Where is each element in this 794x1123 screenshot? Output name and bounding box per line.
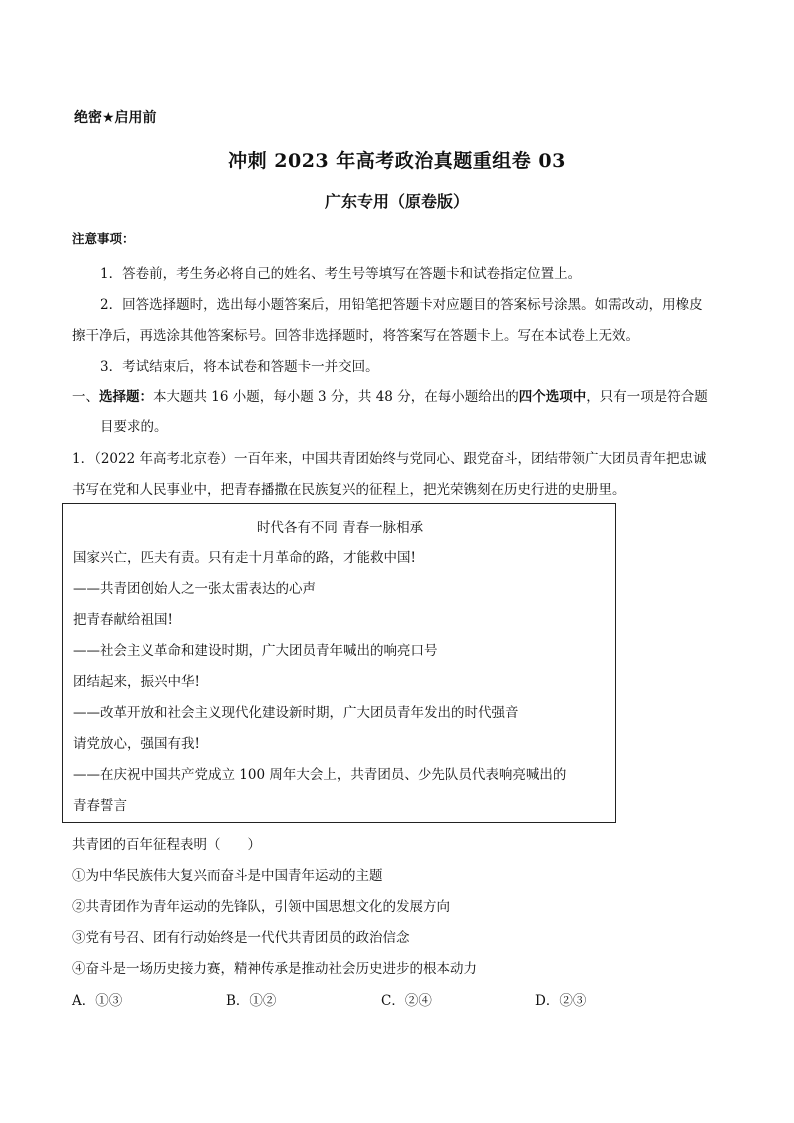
- section-emphasis: 四个选项中: [518, 389, 587, 405]
- page-title: 冲刺 2023 年高考政治真题重组卷 03: [228, 150, 566, 172]
- page-subtitle: 广东专用（原卷版）: [324, 192, 469, 211]
- section-prefix: 一、: [72, 389, 99, 405]
- quote-box-title: 时代各有不同 青春一脉相承: [256, 520, 424, 536]
- option-c: C．②④: [381, 993, 432, 1009]
- notice-heading: 注意事项：: [72, 231, 135, 246]
- section-label: 选择题：: [99, 389, 153, 405]
- section-heading-cont: 目要求的。: [100, 419, 168, 435]
- quote-line-8: ——在庆祝中国共产党成立 100 周年大会上，共青团员、少先队员代表响亮喊出的: [73, 767, 567, 783]
- section-text-2: ，只有一项是符合题: [586, 389, 708, 405]
- option-d: D．②③: [535, 993, 587, 1009]
- question-1-stem-line-1: 1．（2022 年高考北京卷）一百年来，中国共青团始终与党同心、跟党奋斗，团结带领广大团员青年把忠诚: [72, 451, 707, 467]
- quote-line-2: ——共青团创始人之一张太雷表达的心声: [73, 581, 316, 597]
- quote-box: [62, 503, 616, 823]
- statement-1: ①为中华民族伟大复兴而奋斗是中国青年运动的主题: [72, 868, 383, 884]
- quote-line-4: ——社会主义革命和建设时期，广大团员青年喊出的响亮口号: [73, 643, 438, 659]
- notice-item-3: 3．考试结束后，将本试卷和答题卡一并交回。: [100, 359, 379, 375]
- quote-line-3: 把青春献给祖国!: [73, 612, 173, 628]
- notice-item-2: 2．回答选择题时，选出每小题答案后，用铅笔把答题卡对应题目的答案标号涂黑。如需改动，用橡皮: [100, 297, 703, 313]
- section-heading: [72, 385, 708, 405]
- statement-2: ②共青团作为青年运动的先锋队，引领中国思想文化的发展方向: [72, 899, 450, 915]
- quote-line-5: 团结起来，振兴中华!: [73, 674, 200, 690]
- option-b: B．①②: [226, 993, 277, 1009]
- quote-line-1: 国家兴亡，匹夫有责。只有走十月革命的路，才能救中国!: [73, 550, 416, 566]
- statement-3: ③党有号召、团有行动始终是一代代共青团员的政治信念: [72, 930, 410, 946]
- question-1-stem-line-2: 书写在党和人民事业中，把青春播撒在民族复兴的征程上，把光荣镌刻在历史行进的史册里。: [72, 482, 626, 498]
- notice-item-2-cont: 擦干净后，再选涂其他答案标号。回答非选择题时，将答案写在答题卡上。写在本试卷上无效。: [72, 328, 639, 344]
- option-a: A．①③: [72, 993, 123, 1009]
- quote-line-6: ——改革开放和社会主义现代化建设新时期，广大团员青年发出的时代强音: [73, 705, 519, 721]
- notice-item-1: 1．答卷前，考生务必将自己的姓名、考生号等填写在答题卡和试卷指定位置上。: [100, 266, 582, 282]
- quote-line-9: 青春誓言: [73, 798, 127, 814]
- question-1-ask: 共青团的百年征程表明（ ）: [72, 837, 261, 853]
- quote-line-7: 请党放心，强国有我!: [73, 736, 200, 752]
- statement-4: ④奋斗是一场历史接力赛，精神传承是推动社会历史进步的根本动力: [72, 961, 477, 977]
- secret-label: 绝密★启用前: [74, 110, 157, 126]
- section-text-1: 本大题共 16 小题，每小题 3 分，共 48 分，在每小题给出的: [153, 389, 519, 405]
